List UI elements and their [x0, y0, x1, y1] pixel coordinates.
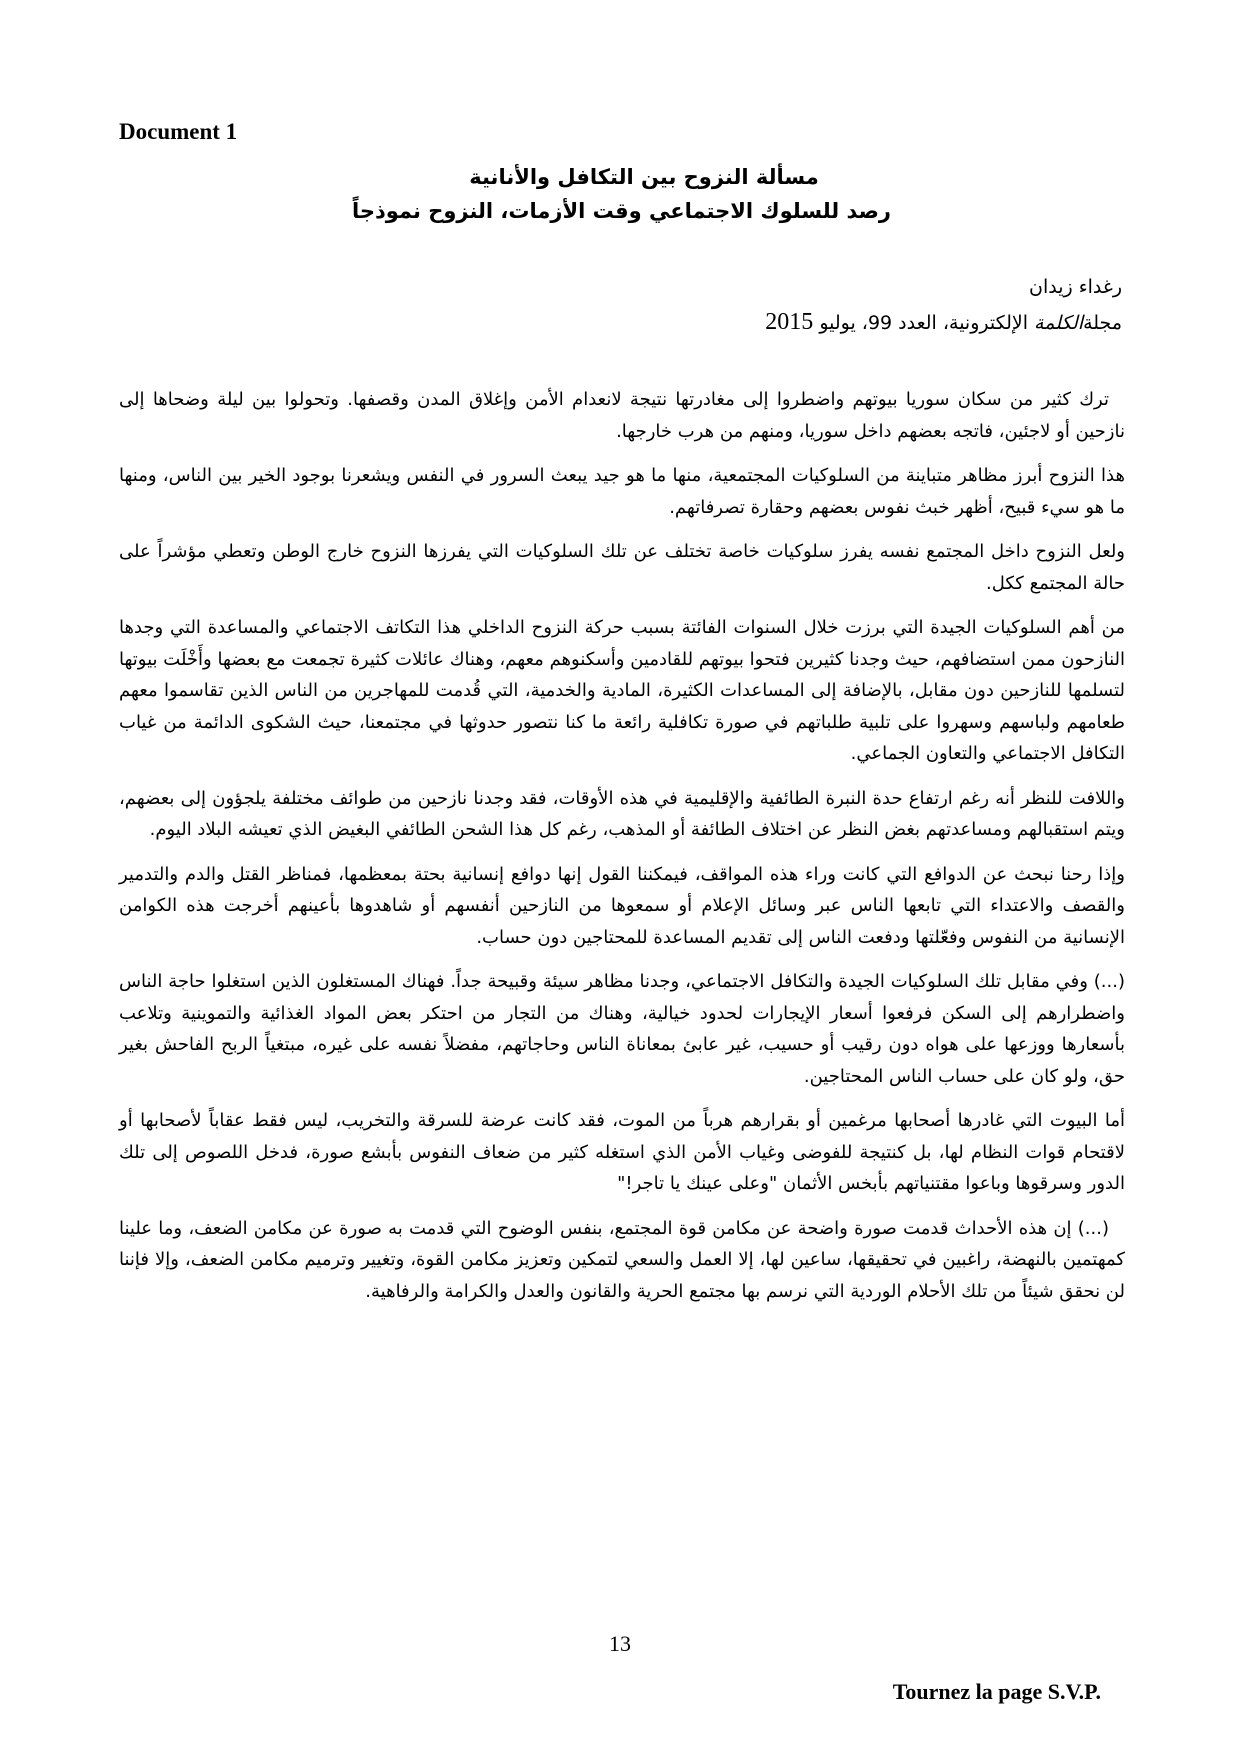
paragraph: هذا النزوح أبرز مظاهر متباينة من السلوكيات المجتمعية، منها ما هو جيد يبعث السرور في النفس ويشعرنا بوجود الخير بين الناس، ومنها ما هو سيء قبيح، أظهر خبث نفوس بعضهم وحقارة تصرفاتهم.: [119, 465, 1125, 518]
document-subtitle: رصد للسلوك الاجتماعي وقت الأزمات، النزوح نموذجاً: [351, 199, 892, 223]
document-title: مسألة النزوح بين التكافل والأنانية: [469, 165, 819, 189]
document-label: Document 1: [119, 119, 238, 144]
paragraph: (...) إن هذه الأحداث قدمت صورة واضحة عن مكامن قوة المجتمع، بنفس الوضوح التي قدمت به صورة عن مكامن الضعف، وما علينا كمهتمين بالنهضة، راغبين في تحقيقها، ساعين لها، إلا العمل والسعي لتمكين وتعزيز مكامن القوة، وتغيير وترميم مكامن الضعف، وإلا فإننا لن نحقق شيئاً من تلك الأحلام الوردية التي نرسم بها مجتمع الحرية والقانون والعدل والكرامة والرفاهية.: [119, 1217, 1125, 1302]
author-block: [765, 270, 1122, 341]
source-magazine: الكلمة: [1034, 312, 1084, 334]
paragraph: وإذا رحنا نبحث عن الدوافع التي كانت وراء هذه المواقف، فيمكننا القول إنها دوافع إنسانية بحتة بمعظمها، فمناظر القتل والدم والتدمير والقصف والاعتداء التي تابعها الناس عبر وسائل الإعلام أو سمعوها من النازحين أنفسهم أو شاهدوها بأعينهم أخرجت هذه الكوامن الإنسانية من النفوس وفعّلتها ودفعت الناس إلى تقديم المساعدة للمحتاجين دون حساب.: [119, 863, 1125, 948]
source-prefix: مجلة: [1083, 312, 1122, 334]
source-details: الإلكترونية، العدد 99، يوليو: [813, 312, 1035, 334]
source-year: 2015: [765, 309, 814, 335]
source-line: [765, 305, 1122, 341]
title-block: [119, 160, 1124, 228]
paragraph: ترك كثير من سكان سوريا بيوتهم واضطروا إلى مغادرتها نتيجة لانعدام الأمن وإغلاق المدن وقصفها. وتحولوا بين ليلة وضحاها إلى نازحين أو لاجئين، فاتجه بعضهم داخل سوريا، ومنهم من هرب خارجها.: [119, 389, 1125, 442]
paragraph: (...) وفي مقابل تلك السلوكيات الجيدة والتكافل الاجتماعي، وجدنا مظاهر سيئة وقبيحة جداً. فهناك المستغلون الذين استغلوا حاجة الناس واضطرارهم إلى السكن فرفعوا أسعار الإيجارات لحدود خيالية، وهناك من التجار من احتكر بعض المواد الغذائية والتموينية وتلاعب بأسعارها ووزعها على هواه دون رقيب أو حسيب، غير عابئ بمعاناة الناس وحاجاتهم، مفضلاً نفسه على غيره، مبتغياً الربح الفاحش بغير حق، ولو كان على حساب الناس المحتاجين.: [119, 971, 1125, 1087]
paragraph: واللافت للنظر أنه رغم ارتفاع حدة النبرة الطائفية والإقليمية في هذه الأوقات، فقد وجدنا نازحين من طوائف مختلفة يلجؤون إلى بعضهم، ويتم استقبالهم ومساعدتهم بغض النظر عن اختلاف الطائفة أو المذهب، رغم كل هذا الشحن الطائفي البغيض الذي تعيشه البلاد اليوم.: [119, 787, 1125, 840]
paragraph: أما البيوت التي غادرها أصحابها مرغمين أو بقرارهم هرباً من الموت، فقد كانت عرضة للسرقة والتخريب، ليس فقط عقاباً لأصحابها أو لاقتحام قوات النظام لها، بل كنتيجة للفوضى وغياب الأمن الذي استغله كثير من ضعاف النفوس بأبشع صورة، فدخل اللصوص إلى تلك الدور وسرقوها وباعوا مقتنياتهم بأبخس الأثمان "وعلى عينك يا تاجر!": [119, 1110, 1125, 1194]
article-body: [119, 384, 1125, 1320]
author-name: رغداء زيدان: [1028, 276, 1122, 298]
turn-page-note: Tournez la page S.V.P.: [892, 1679, 1101, 1704]
page-number: 13: [609, 1631, 631, 1656]
paragraph: ولعل النزوح داخل المجتمع نفسه يفرز سلوكيات خاصة تختلف عن تلك السلوكيات التي يفرزها النزوح خارج الوطن وتعطي مؤشراً على حالة المجتمع ككل.: [119, 541, 1125, 594]
paragraph: من أهم السلوكيات الجيدة التي برزت خلال السنوات الفائتة بسبب حركة النزوح الداخلي هذا التكاتف الاجتماعي والمساعدة التي وجدها النازحون ممن استضافهم، حيث وجدنا كثيرين فتحوا بيوتهم للقادمين وأسكنوهم معهم، وهناك عائلات كثيرة تجمعت مع بعضها وأَخْلَت بيوتها لتسلمها للنازحين دون مقابل، بالإضافة إلى المساعدات الكثيرة، المادية والخدمية، التي قُدمت للمهاجرين من الناس الذين تقاسموا معهم طعامهم ولباسهم وسهروا على تلبية طلباتهم في صورة تكافلية رائعة ما كنا نتصور حدوثها في مجتمعنا، حيث الشكوى الدائمة من غياب التكافل الاجتماعي والتعاون الجماعي.: [119, 617, 1125, 764]
